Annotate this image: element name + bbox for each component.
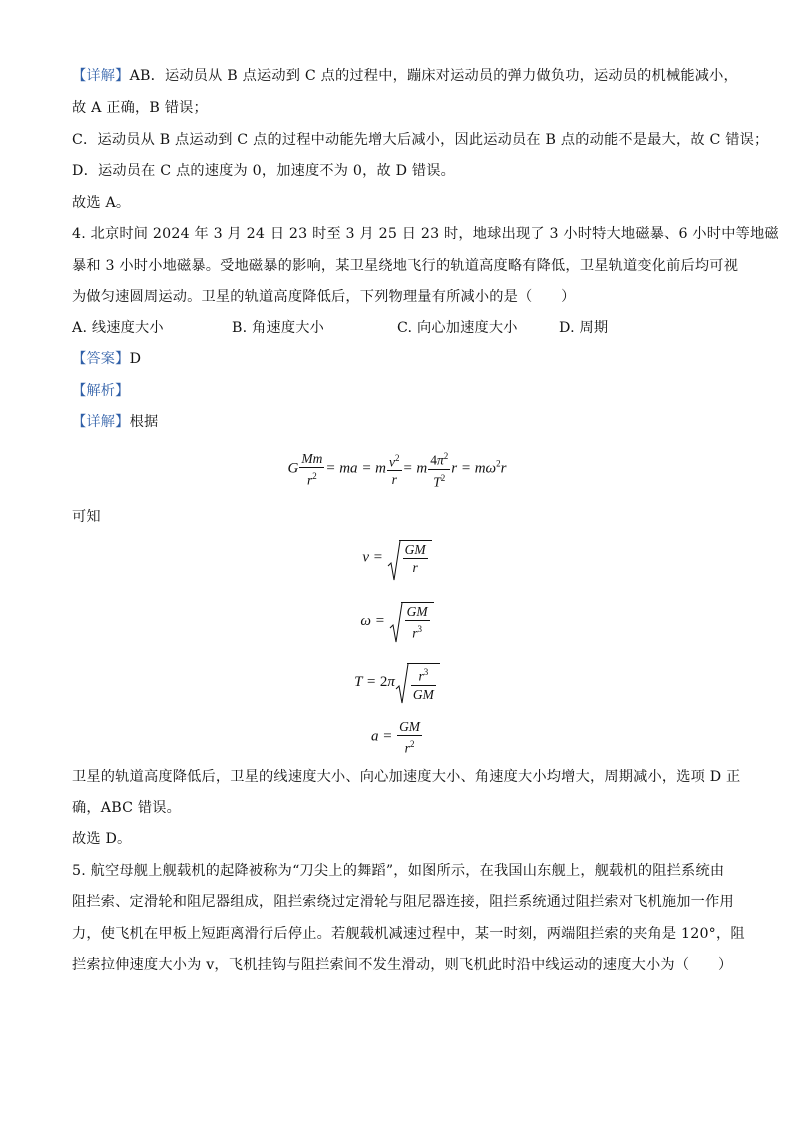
detail-line-3: C．运动员从 B 点运动到 C 点的过程中动能先增大后减小，因此运动员在 B 点的动能不是最大，故 C 错误； bbox=[72, 132, 769, 148]
q5-stem-line-1: 5. 航空母舰上舰载机的起降被称为“刀尖上的舞蹈”，如图所示，在我国山东舰上，舰载机的阻拦系统由 bbox=[72, 863, 725, 879]
q4-option-c: C. 向心加速度大小 bbox=[397, 320, 518, 336]
q4-choice: 故选 D。 bbox=[72, 831, 132, 847]
q4-stem-line-2: 暴和 3 小时小地磁暴。受地磁暴的影响，某卫星绕地飞行的轨道高度略有降低，卫星轨道变化前后均可视 bbox=[72, 258, 739, 274]
detail-text-1: AB．运动员从 B 点运动到 C 点的过程中，蹦床对运动员的弹力做负功，运动员的机械能减小， bbox=[129, 68, 738, 84]
q4-detail-text: 根据 bbox=[129, 414, 159, 430]
angular-velocity-equation: ω = $\frac{GM}{r^3}$ bbox=[0, 602, 794, 642]
period-equation: T = 2π $\frac{r^3}{GM}$ bbox=[0, 663, 794, 703]
detail-line-2: 故 A 正确，B 错误； bbox=[72, 100, 208, 116]
acceleration-equation: a = $\frac{GM}{r^2}$ bbox=[370, 719, 421, 756]
detail-line-1 bbox=[72, 66, 738, 86]
q4-detail-line bbox=[72, 412, 158, 432]
answer-tag: 【答案】 bbox=[72, 351, 130, 367]
q4-conclusion-line-1: 卫星的轨道高度降低后，卫星的线速度大小、向心加速度大小、角速度大小均增大，周期减小，选项 D 正 bbox=[72, 769, 741, 785]
q4-stem-line-3: 为做匀速圆周运动。卫星的轨道高度降低后，下列物理量有所减小的是（ ） bbox=[72, 289, 576, 305]
gravitation-equation: G $\frac{Mm}{r^2}$ = ma = m $\frac{v^2}{r}$ = m $\frac{4\pi^2}{T^2}$ $r = m\omega^2r$ bbox=[0, 448, 794, 490]
detail-tag: 【详解】 bbox=[72, 68, 130, 84]
known-text: 可知 bbox=[72, 509, 101, 525]
q5-stem-line-3: 力，使飞机在甲板上短距离滑行后停止。若舰载机减速过程中，某一时刻，两端阻拦索的夹角是 120°，阻 bbox=[72, 926, 745, 942]
answer-value: D bbox=[129, 351, 142, 367]
velocity-equation: v = $\frac{GM}{r}$ bbox=[0, 540, 794, 576]
q5-stem-line-4: 拦索拉伸速度大小为 v，飞机挂钩与阻拦索间不发生滑动，则飞机此时沿中线运动的速度大小为（ ） bbox=[72, 957, 733, 973]
detail-line-4: D．运动员在 C 点的速度为 0，加速度不为 0，故 D 错误。 bbox=[72, 163, 456, 179]
q4-options bbox=[72, 318, 712, 338]
q4-stem-line-1: 4. 北京时间 2024 年 3 月 24 日 23 时至 3 月 25 日 23 时，地球出现了 3 小时特大地磁暴、6 小时中等地磁 bbox=[72, 226, 779, 242]
q4-answer-line bbox=[72, 349, 141, 369]
q4-option-b: B. 角速度大小 bbox=[232, 320, 324, 336]
choice-line-q3: 故选 A。 bbox=[72, 195, 131, 211]
q5-stem-line-2: 阻拦索、定滑轮和阻尼器组成，阻拦索绕过定滑轮与阻尼器连接，阻拦系统通过阻拦索对飞机施加一作用 bbox=[72, 894, 734, 910]
analysis-tag: 【解析】 bbox=[72, 383, 130, 399]
q4-conclusion-line-2: 确，ABC 错误。 bbox=[72, 800, 182, 816]
q4-option-d: D. 周期 bbox=[559, 320, 609, 336]
q4-option-a: A. 线速度大小 bbox=[72, 320, 164, 336]
q4-detail-tag: 【详解】 bbox=[72, 414, 130, 430]
